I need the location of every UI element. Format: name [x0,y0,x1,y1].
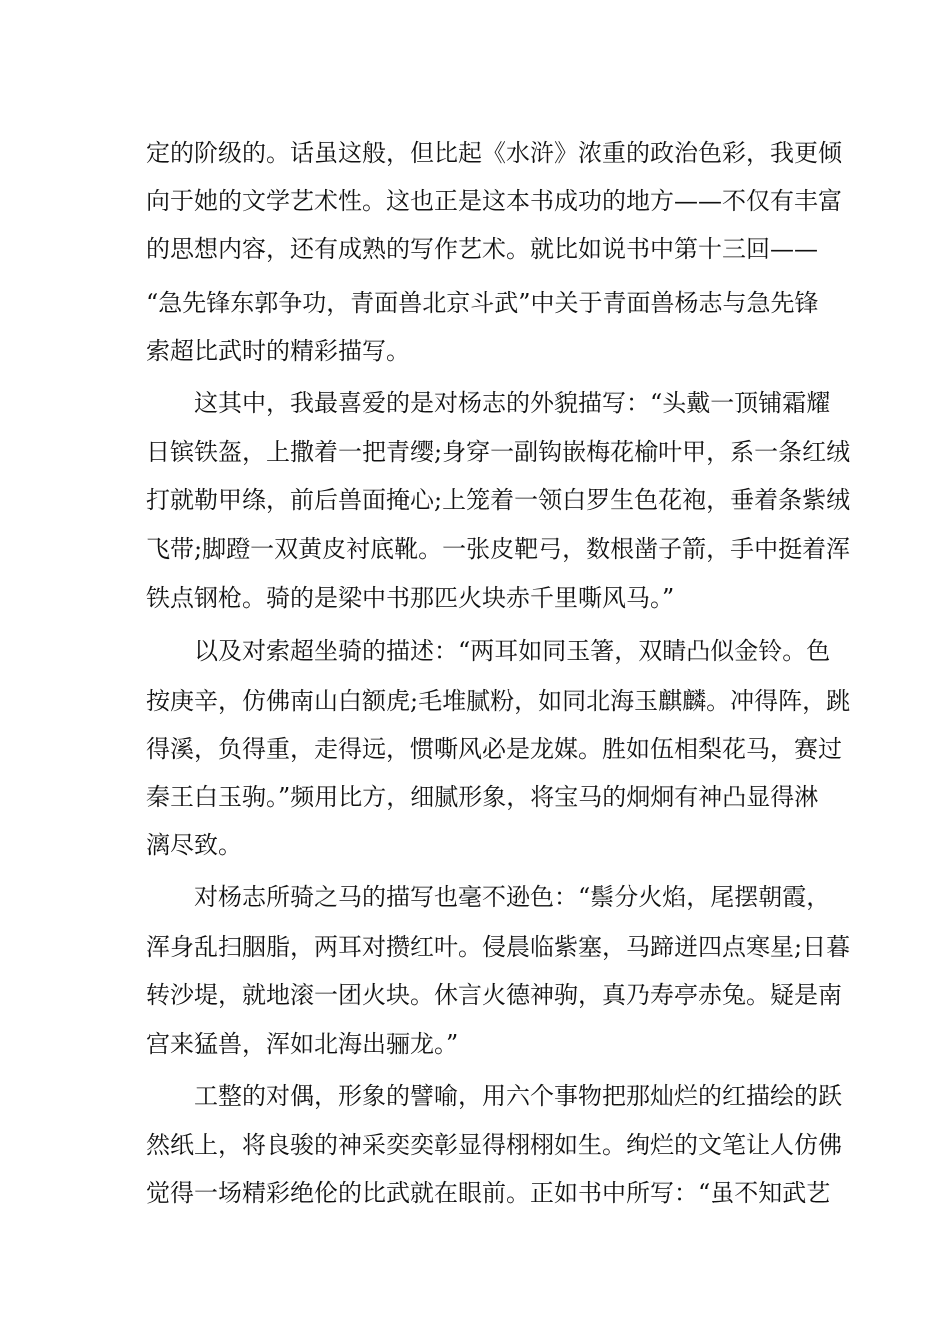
text-line: 这其中，我最喜爱的是对杨志的外貌描写：“头戴一顶铺霜耀 [194,389,831,417]
text-line: 索超比武时的精彩描写。 [146,337,410,365]
text-line: 工整的对偶，形象的譬喻，用六个事物把那灿烂的红描绘的跃 [194,1082,842,1110]
text-line: 以及对索超坐骑的描述：“两耳如同玉箸，双睛凸似金铃。色 [194,637,831,665]
text-line: 按庚辛，仿佛南山白额虎;毛堆腻粉，如同北海玉麒麟。冲得阵，跳 [146,687,851,715]
text-line: 对杨志所骑之马的描写也毫不逊色：“鬃分火焰，尾摆朝霞， [194,883,831,911]
text-line: 向于她的文学艺术性。这也正是这本书成功的地方——不仅有丰富 [146,187,842,215]
text-line: 漓尽致。 [146,831,242,859]
text-line: 的思想内容，还有成熟的写作艺术。就比如说书中第十三回—— [146,235,818,263]
text-line: “急先锋东郭争功，青面兽北京斗武”中关于青面兽杨志与急先锋 [146,289,819,317]
text-line: 铁点钢枪。骑的是梁中书那匹火块赤千里嘶风马。” [146,584,675,612]
text-line: 打就勒甲绦，前后兽面掩心;上笼着一领白罗生色花袍，垂着条紫绒 [146,486,851,514]
text-line: 觉得一场精彩绝伦的比武就在眼前。正如书中所写：“虽不知武艺 [146,1179,831,1207]
text-line: 宫来猛兽，浑如北海出骊龙。” [146,1030,459,1058]
text-line: 浑身乱扫胭脂，两耳对攒红叶。侵晨临紫塞，马蹄迸四点寒星;日暮 [146,933,851,961]
text-line: 定的阶级的。话虽这般，但比起《水浒》浓重的政治色彩，我更倾 [146,139,842,167]
text-line: 然纸上，将良骏的神采奕奕彰显得栩栩如生。绚烂的文笔让人仿佛 [146,1131,842,1159]
text-line: 转沙堤，就地滚一团火块。休言火德神驹，真乃寿亭赤兔。疑是南 [146,981,842,1009]
text-line: 飞带;脚蹬一双黄皮衬底靴。一张皮靶弓，数根凿子箭，手中挺着浑 [146,535,851,563]
text-line: 得溪，负得重，走得远，惯嘶风必是龙媒。胜如伍相梨花马，赛过 [146,735,842,763]
text-line: 秦王白玉驹。”频用比方，细腻形象，将宝马的炯炯有神凸显得淋 [146,783,819,811]
text-line: 日镔铁盔，上撒着一把青缨;身穿一副钩嵌梅花榆叶甲，系一条红绒 [146,438,851,466]
